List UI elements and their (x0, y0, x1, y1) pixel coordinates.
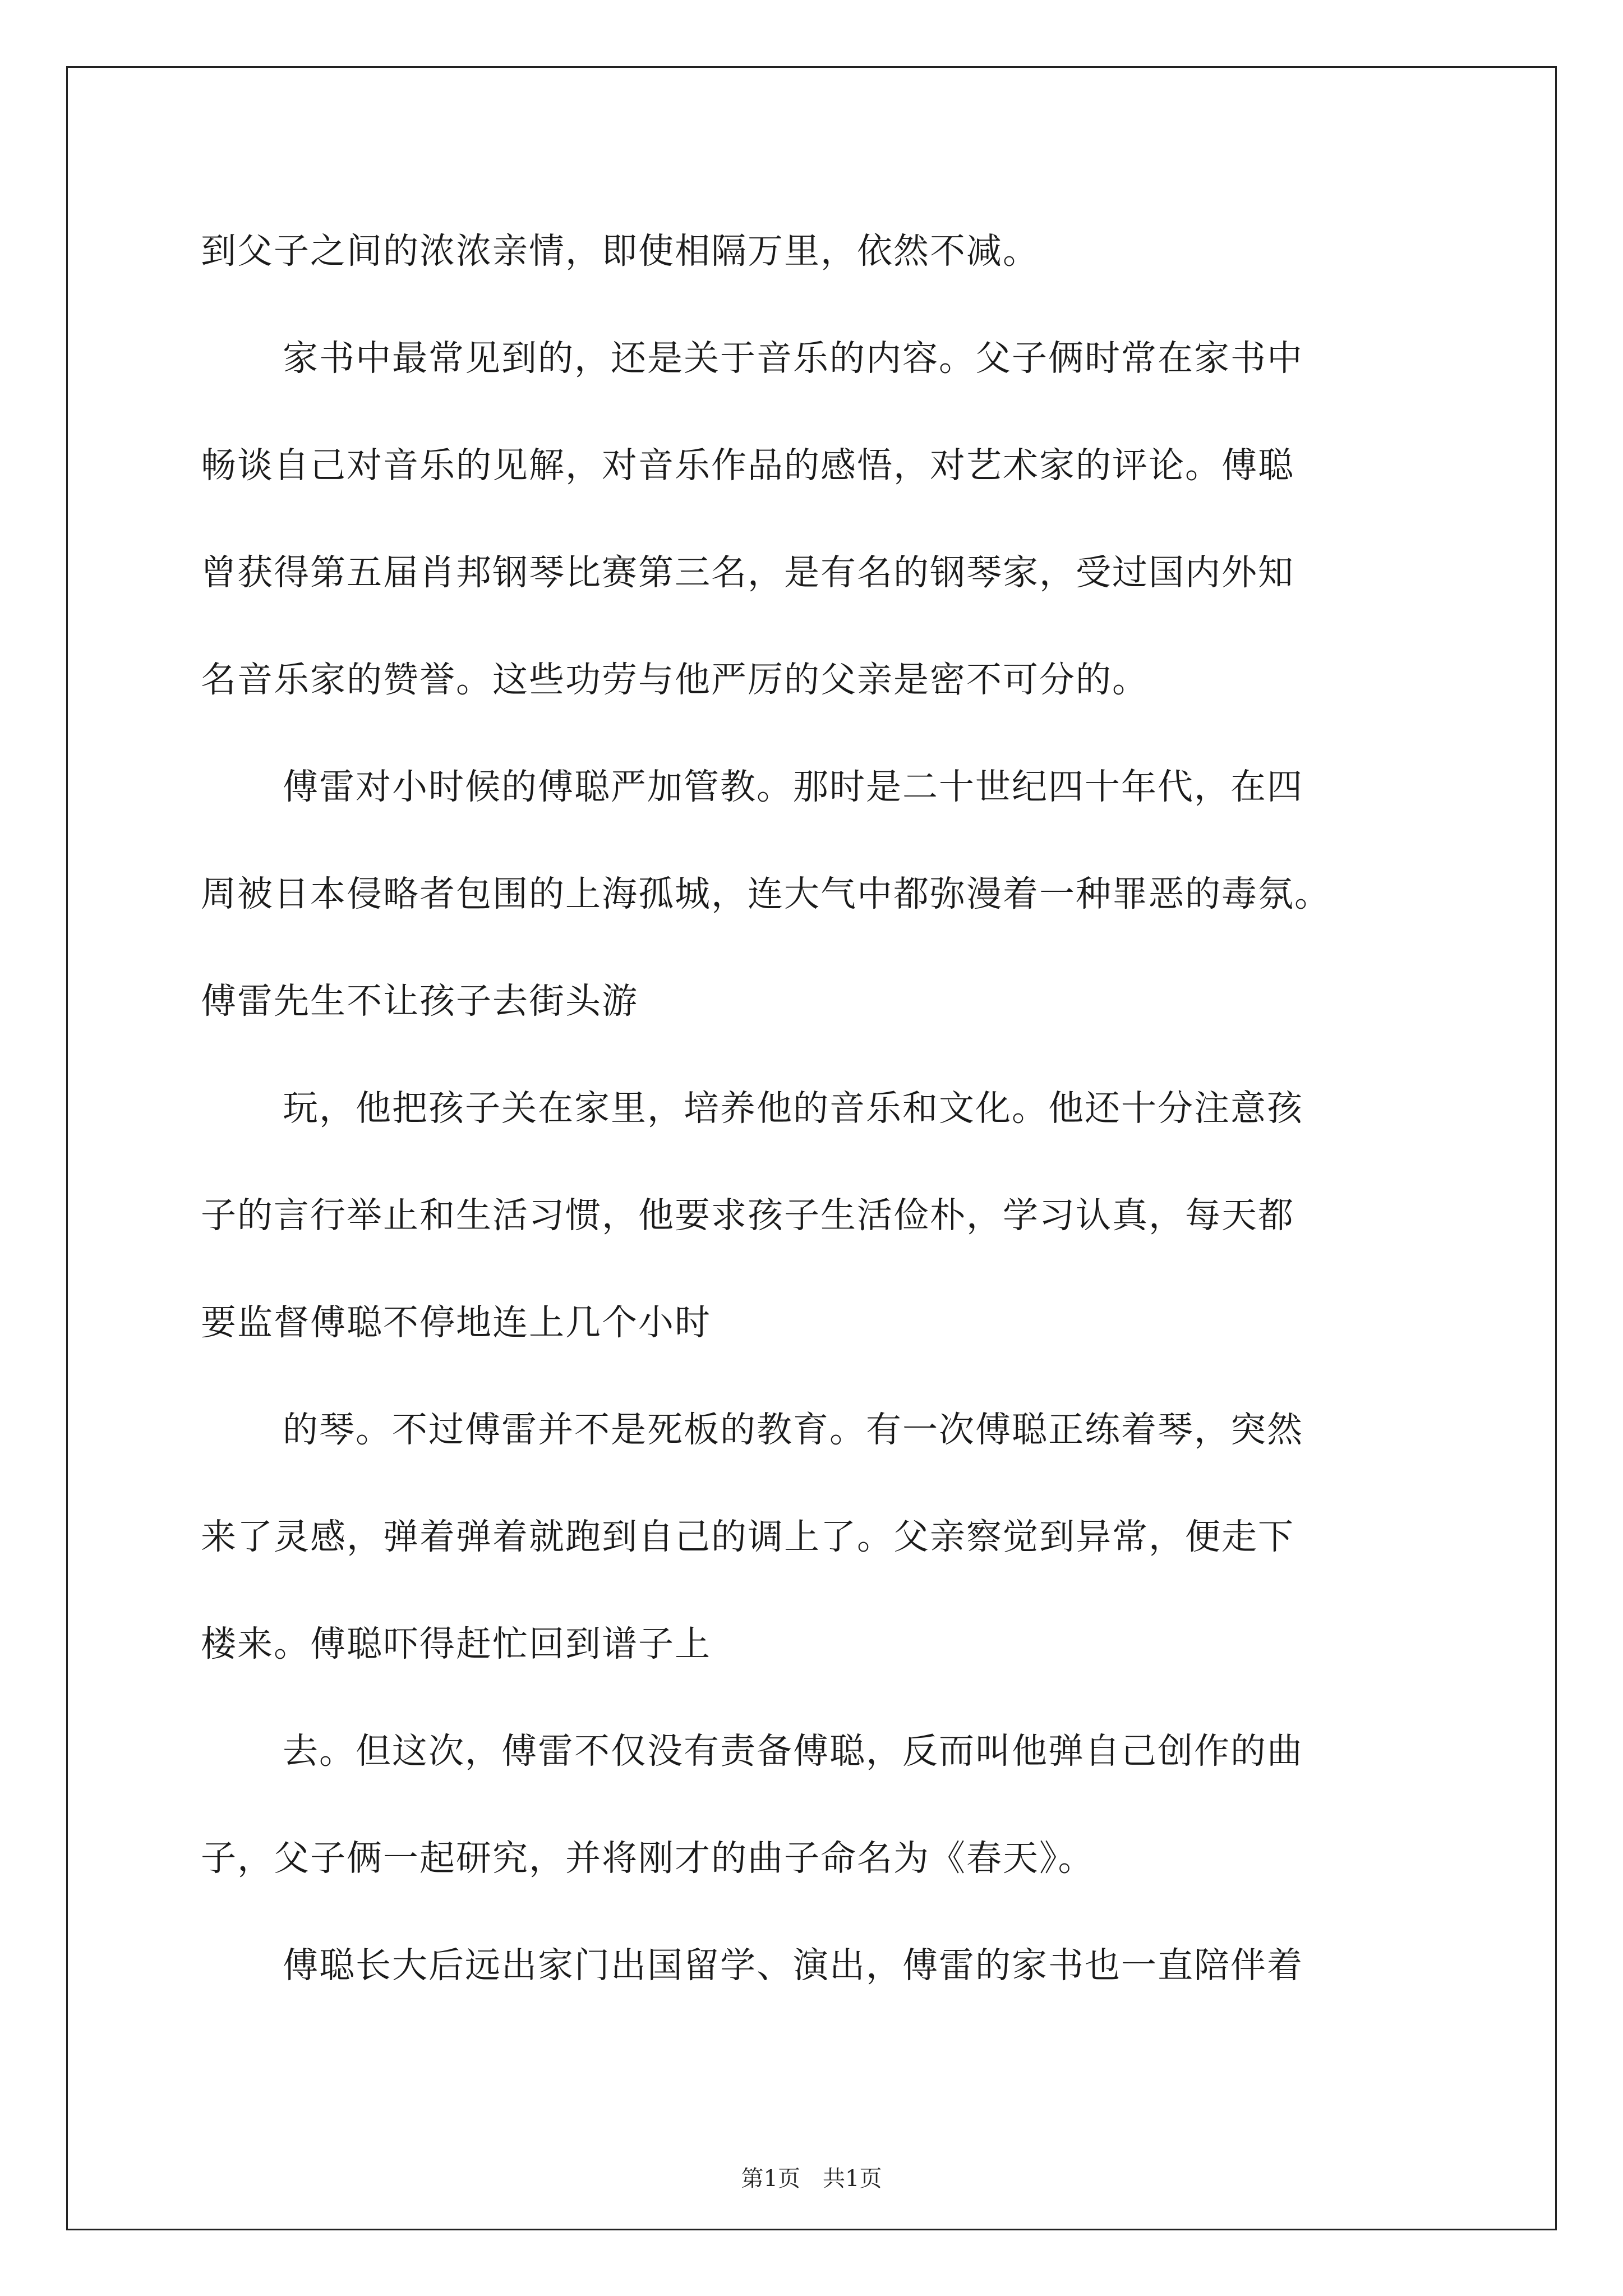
text-line: 曾获得第五届肖邦钢琴比赛第三名，是有名的钢琴家，受过国内外知 (201, 552, 1294, 593)
text-line: 家书中最常见到的，还是关于音乐的内容。父子俩时常在家书中 (283, 338, 1303, 379)
text-line: 傅聪长大后远出家门出国留学、演出，傅雷的家书也一直陪伴着 (283, 1945, 1303, 1986)
text-line: 的琴。不过傅雷并不是死板的教育。有一次傅聪正练着琴，突然 (283, 1409, 1303, 1450)
text-line: 畅谈自己对音乐的见解，对音乐作品的感悟，对艺术家的评论。傅聪 (201, 445, 1294, 486)
text-line: 去。但这次，傅雷不仅没有责备傅聪，反而叫他弹自己创作的曲 (283, 1731, 1303, 1772)
text-line: 名音乐家的赞誉。这些功劳与他严厉的父亲是密不可分的。 (201, 659, 1149, 700)
text-line: 来了灵感，弹着弹着就跑到自己的调上了。父亲察觉到异常，便走下 (201, 1516, 1294, 1557)
text-line: 到父子之间的浓浓亲情，即使相隔万里，依然不减。 (201, 231, 1039, 272)
text-line: 傅雷对小时候的傅聪严加管教。那时是二十世纪四十年代，在四 (283, 766, 1303, 807)
text-line: 子的言行举止和生活习惯，他要求孩子生活俭朴，学习认真，每天都 (201, 1195, 1294, 1236)
text-line: 玩，他把孩子关在家里，培养他的音乐和文化。他还十分注意孩 (283, 1088, 1303, 1129)
text-line: 子，父子俩一起研究，并将刚才的曲子命名为《春天》。 (201, 1838, 1095, 1879)
text-line: 周被日本侵略者包围的上海孤城，连大气中都弥漫着一种罪恶的毒氛。 (201, 873, 1331, 914)
page-number: 第1页 共1页 (741, 2166, 882, 2192)
text-line: 傅雷先生不让孩子去街头游 (201, 981, 638, 1022)
text-line: 要监督傅聪不停地连上几个小时 (201, 1302, 711, 1343)
text-line: 楼来。傅聪吓得赶忙回到谱子上 (201, 1623, 711, 1664)
page-frame (66, 66, 1557, 2230)
body-text (68, 68, 1555, 2229)
